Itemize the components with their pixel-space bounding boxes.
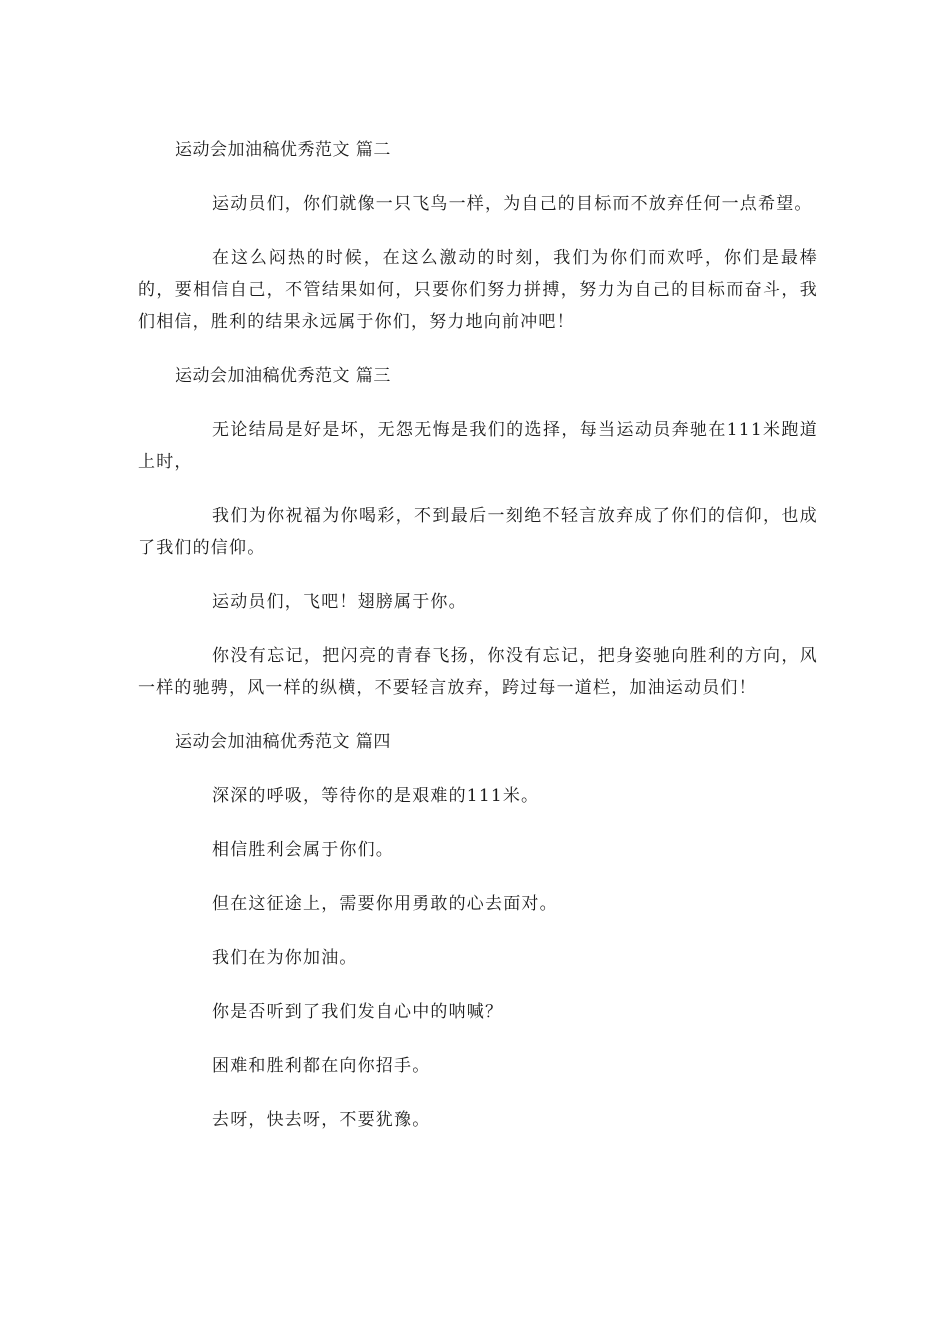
section-heading: 运动会加油稿优秀范文 篇四 [175, 732, 391, 752]
paragraph: 无论结局是好是坏，无怨无悔是我们的选择，每当运动员奔驰在111米跑道上时， [138, 420, 818, 472]
paragraph: 去呀，快去呀，不要犹豫。 [212, 1110, 431, 1130]
paragraph: 我们为你祝福为你喝彩，不到最后一刻绝不轻言放弃成了你们的信仰，也成了我们的信仰。 [138, 506, 818, 558]
paragraph: 困难和胜利都在向你招手。 [212, 1056, 431, 1076]
document-body [138, 134, 818, 1158]
paragraph: 深深的呼吸，等待你的是艰难的111米。 [212, 786, 540, 806]
section-heading: 运动会加油稿优秀范文 篇二 [175, 140, 391, 160]
paragraph: 你是否听到了我们发自心中的呐喊？ [212, 1002, 504, 1022]
paragraph: 在这么闷热的时候，在这么激动的时刻，我们为你们而欢呼，你们是最棒的，要相信自己，不管结果如何，只要你们努力拼搏，努力为自己的目标而奋斗，我们相信，胜利的结果永远属于你们，努力地向前冲吧！ [138, 248, 818, 332]
section-heading: 运动会加油稿优秀范文 篇三 [175, 366, 391, 386]
paragraph: 运动员们，飞吧！翅膀属于你。 [212, 592, 467, 612]
paragraph: 但在这征途上，需要你用勇敢的心去面对。 [212, 894, 558, 914]
paragraph: 运动员们，你们就像一只飞鸟一样，为自己的目标而不放弃任何一点希望。 [212, 194, 813, 214]
paragraph: 我们在为你加油。 [212, 948, 358, 968]
paragraph: 你没有忘记，把闪亮的青春飞扬，你没有忘记，把身姿驰向胜利的方向，风一样的驰骋，风一样的纵横，不要轻言放弃，跨过每一道栏，加油运动员们！ [138, 646, 818, 698]
paragraph: 相信胜利会属于你们。 [212, 840, 394, 860]
